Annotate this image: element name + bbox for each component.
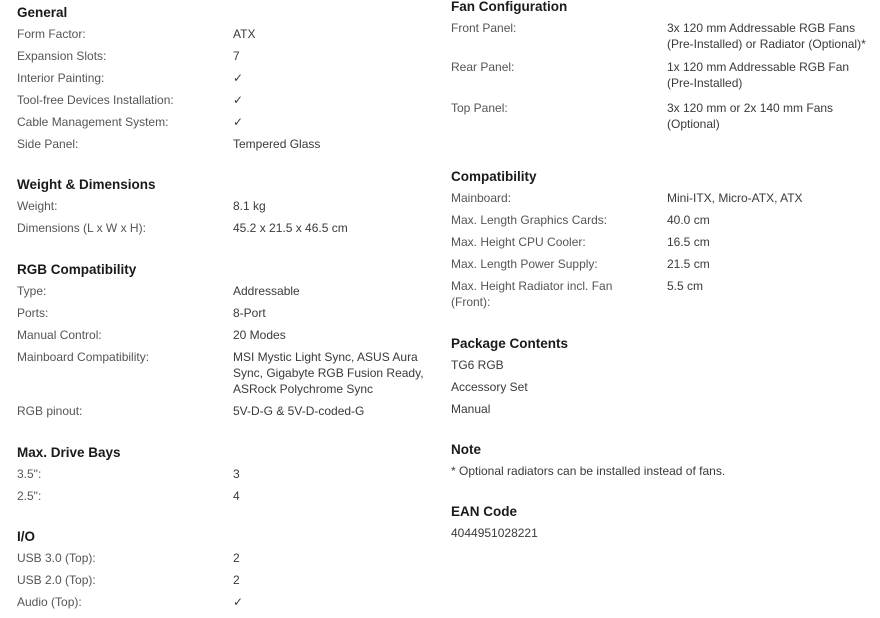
spec-value: 3 [233,467,240,481]
spec-value: Addressable [233,284,300,298]
spec-row-expansion-slots [17,45,437,67]
spec-row-usb3 [17,547,437,569]
spec-value: 8.1 kg [233,199,266,213]
spec-row-interior-painting [17,67,437,89]
spec-value: Mini-ITX, Micro-ATX, ATX [667,191,803,205]
spec-label: 3.5": [17,467,42,481]
spec-label: Rear Panel: [451,60,515,74]
spec-label: Dimensions (L x W x H): [17,221,146,235]
check-icon: ✓ [233,115,244,129]
spec-label: Max. Length Graphics Cards: [451,213,608,227]
spec-value: 5V-D-G & 5V-D-coded-G [233,404,365,418]
spec-value: 40.0 cm [667,213,710,227]
spec-value: 8-Port [233,306,266,320]
section-title: Compatibility [451,169,537,184]
check-icon: ✓ [233,93,244,107]
spec-label: Max. Height Radiator incl. Fan (Front): [451,279,613,309]
spec-label: Type: [17,284,47,298]
spec-label: USB 2.0 (Top): [17,573,96,587]
spec-value: 2 [233,551,240,565]
spec-label: Tool-free Devices Installation: [17,93,174,107]
spec-row-form-factor [17,23,437,45]
section-title: Package Contents [451,336,569,351]
spec-label: Mainboard Compatibility: [17,350,150,364]
spec-row-ports [17,302,437,324]
list-item: Manual [451,402,491,416]
spec-row-audio [17,591,437,613]
spec-label: Max. Height CPU Cooler: [451,235,586,249]
spec-value: 16.5 cm [667,235,710,249]
spec-row-mainboard [451,187,871,209]
spec-label: Form Factor: [17,27,86,41]
spec-value: Tempered Glass [233,137,321,151]
spec-row-radiator-height [451,275,871,313]
section-compatibility [451,167,871,313]
spec-label: RGB pinout: [17,404,83,418]
spec-row-tool-free [17,89,437,111]
spec-value: 5.5 cm [667,279,704,293]
section-weight-dimensions [17,175,437,239]
spec-row-rgb-pinout [17,400,437,422]
spec-row-manual-control [17,324,437,346]
section-package-contents [451,334,871,420]
section-ean-code [451,502,871,544]
spec-value: 3x 120 mm Addressable RGB Fans (Pre-Installed) or Radiator (Optional)* [667,21,866,51]
section-title: I/O [17,529,36,544]
section-title: EAN Code [451,504,518,519]
section-note [451,440,871,482]
section-title: Max. Drive Bays [17,445,121,460]
spec-label: Front Panel: [451,21,517,35]
check-icon: ✓ [233,71,244,85]
ean-value: 4044951028221 [451,526,538,540]
spec-label: Ports: [17,306,49,320]
spec-value: 21.5 cm [667,257,710,271]
list-item: Accessory Set [451,380,528,394]
section-title: RGB Compatibility [17,262,137,277]
spec-label: Cable Management System: [17,115,169,129]
section-title: Note [451,442,481,457]
spec-label: Top Panel: [451,101,508,115]
spec-row-cpu-cooler-height [451,231,871,253]
spec-value: 4 [233,489,240,503]
spec-row-drive-35 [17,463,437,485]
spec-row-usb2 [17,569,437,591]
spec-value: 1x 120 mm Addressable RGB Fan (Pre-Installed) [667,60,850,90]
spec-row-top-panel [451,94,871,135]
spec-label: Mainboard: [451,191,512,205]
spec-row-graphics-length [451,209,871,231]
spec-label: Interior Painting: [17,71,105,85]
section-title: Fan Configuration [451,0,568,14]
spec-value: 20 Modes [233,328,286,342]
spec-row-type [17,280,437,302]
spec-row-drive-25 [17,485,437,507]
spec-value: 7 [233,49,240,63]
note-text: * Optional radiators can be installed instead of fans. [451,464,726,478]
spec-label: Expansion Slots: [17,49,107,63]
spec-row-cable-management [17,111,437,133]
spec-label: Side Panel: [17,137,79,151]
spec-label: Max. Length Power Supply: [451,257,598,271]
spec-row-rear-panel [451,55,871,94]
spec-value: 3x 120 mm or 2x 140 mm Fans (Optional) [667,101,834,131]
spec-label: USB 3.0 (Top): [17,551,96,565]
spec-row-psu-length [451,253,871,275]
spec-value: ATX [233,27,256,41]
list-item: TG6 RGB [451,358,504,372]
spec-label: 2.5": [17,489,42,503]
spec-label: Weight: [17,199,58,213]
section-fan-configuration [451,0,871,135]
section-drive-bays [17,443,437,507]
spec-value: MSI Mystic Light Sync, ASUS Aura Sync, Gigabyte RGB Fusion Ready, ASRock Polychrome Sync [233,350,424,396]
spec-row-mainboard-compatibility [17,346,437,400]
section-title: Weight & Dimensions [17,177,156,192]
spec-label: Manual Control: [17,328,102,342]
section-rgb-compatibility [17,260,437,422]
spec-value: 2 [233,573,240,587]
spec-value: 45.2 x 21.5 x 46.5 cm [233,221,348,235]
spec-row-front-panel [451,17,871,55]
spec-row-dimensions [17,217,437,239]
section-title: General [17,5,68,20]
spec-label: Audio (Top): [17,595,82,609]
spec-row-weight [17,195,437,217]
section-general [17,3,437,155]
check-icon: ✓ [233,595,244,609]
spec-row-side-panel [17,133,437,155]
section-io [17,527,437,613]
